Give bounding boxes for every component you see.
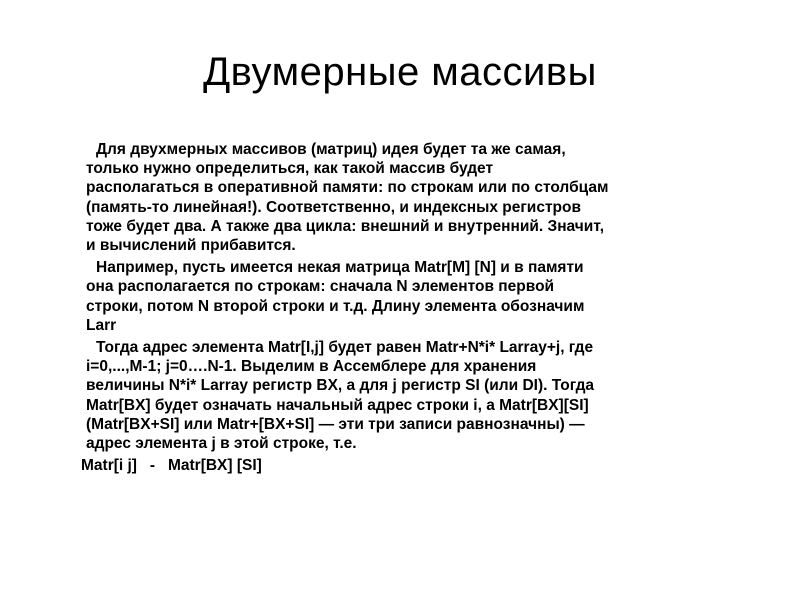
text-line: Например, пусть имеется некая матрица Matr[M] [N] и в памяти [96,259,584,277]
paragraph-2 [76,258,752,335]
text-line: строки, потом N второй строки и т.д. Длину элемента обозначим [86,297,585,315]
paragraph-3 [76,338,752,453]
text-line: Larr [86,316,117,334]
text-line: и вычислений прибавится. [86,237,296,255]
text-line: i=0,...,M-1; j=0….N-1. Выделим в Ассемблере для хранения [86,358,537,376]
text-line: располагаться в оперативной памяти: по строкам или по столбцам [86,179,609,197]
text-line: (Matr[BX+SI] или Matr+[BX+SI] — эти три записи равнозначны) — [86,415,585,433]
paragraph-1 [76,140,752,255]
formula-line: Matr[i j] - Matr[BX] [SI] [81,457,262,475]
text-line: Тогда адрес элемента Matr[I,j] будет равен Matr+N*i* Larray+j, где [96,339,594,357]
text-line: Для двухмерных массивов (матриц) идея будет та же самая, [96,141,566,158]
slide-body [76,140,752,475]
text-line: (память-то линейная!). Соответственно, и индексных регистров [86,198,582,216]
text-line: только нужно определиться, как такой массив будет [86,160,494,178]
text-line: она располагается по строкам: сначала N элементов первой [86,278,555,296]
text-line: Matr[BX] будет означать начальный адрес строки i, а Matr[BX][SI] [86,396,589,414]
text-line: адрес элемента j в этой строке, т.е. [86,435,357,453]
slide-title: Двумерные массивы [203,50,597,94]
text-line: величины N*i* Larray регистр BX, а для j регистр SI (или DI). Тогда [86,377,595,395]
text-line: тоже будет два. А также два цикла: внешний и внутренний. Значит, [86,217,605,235]
